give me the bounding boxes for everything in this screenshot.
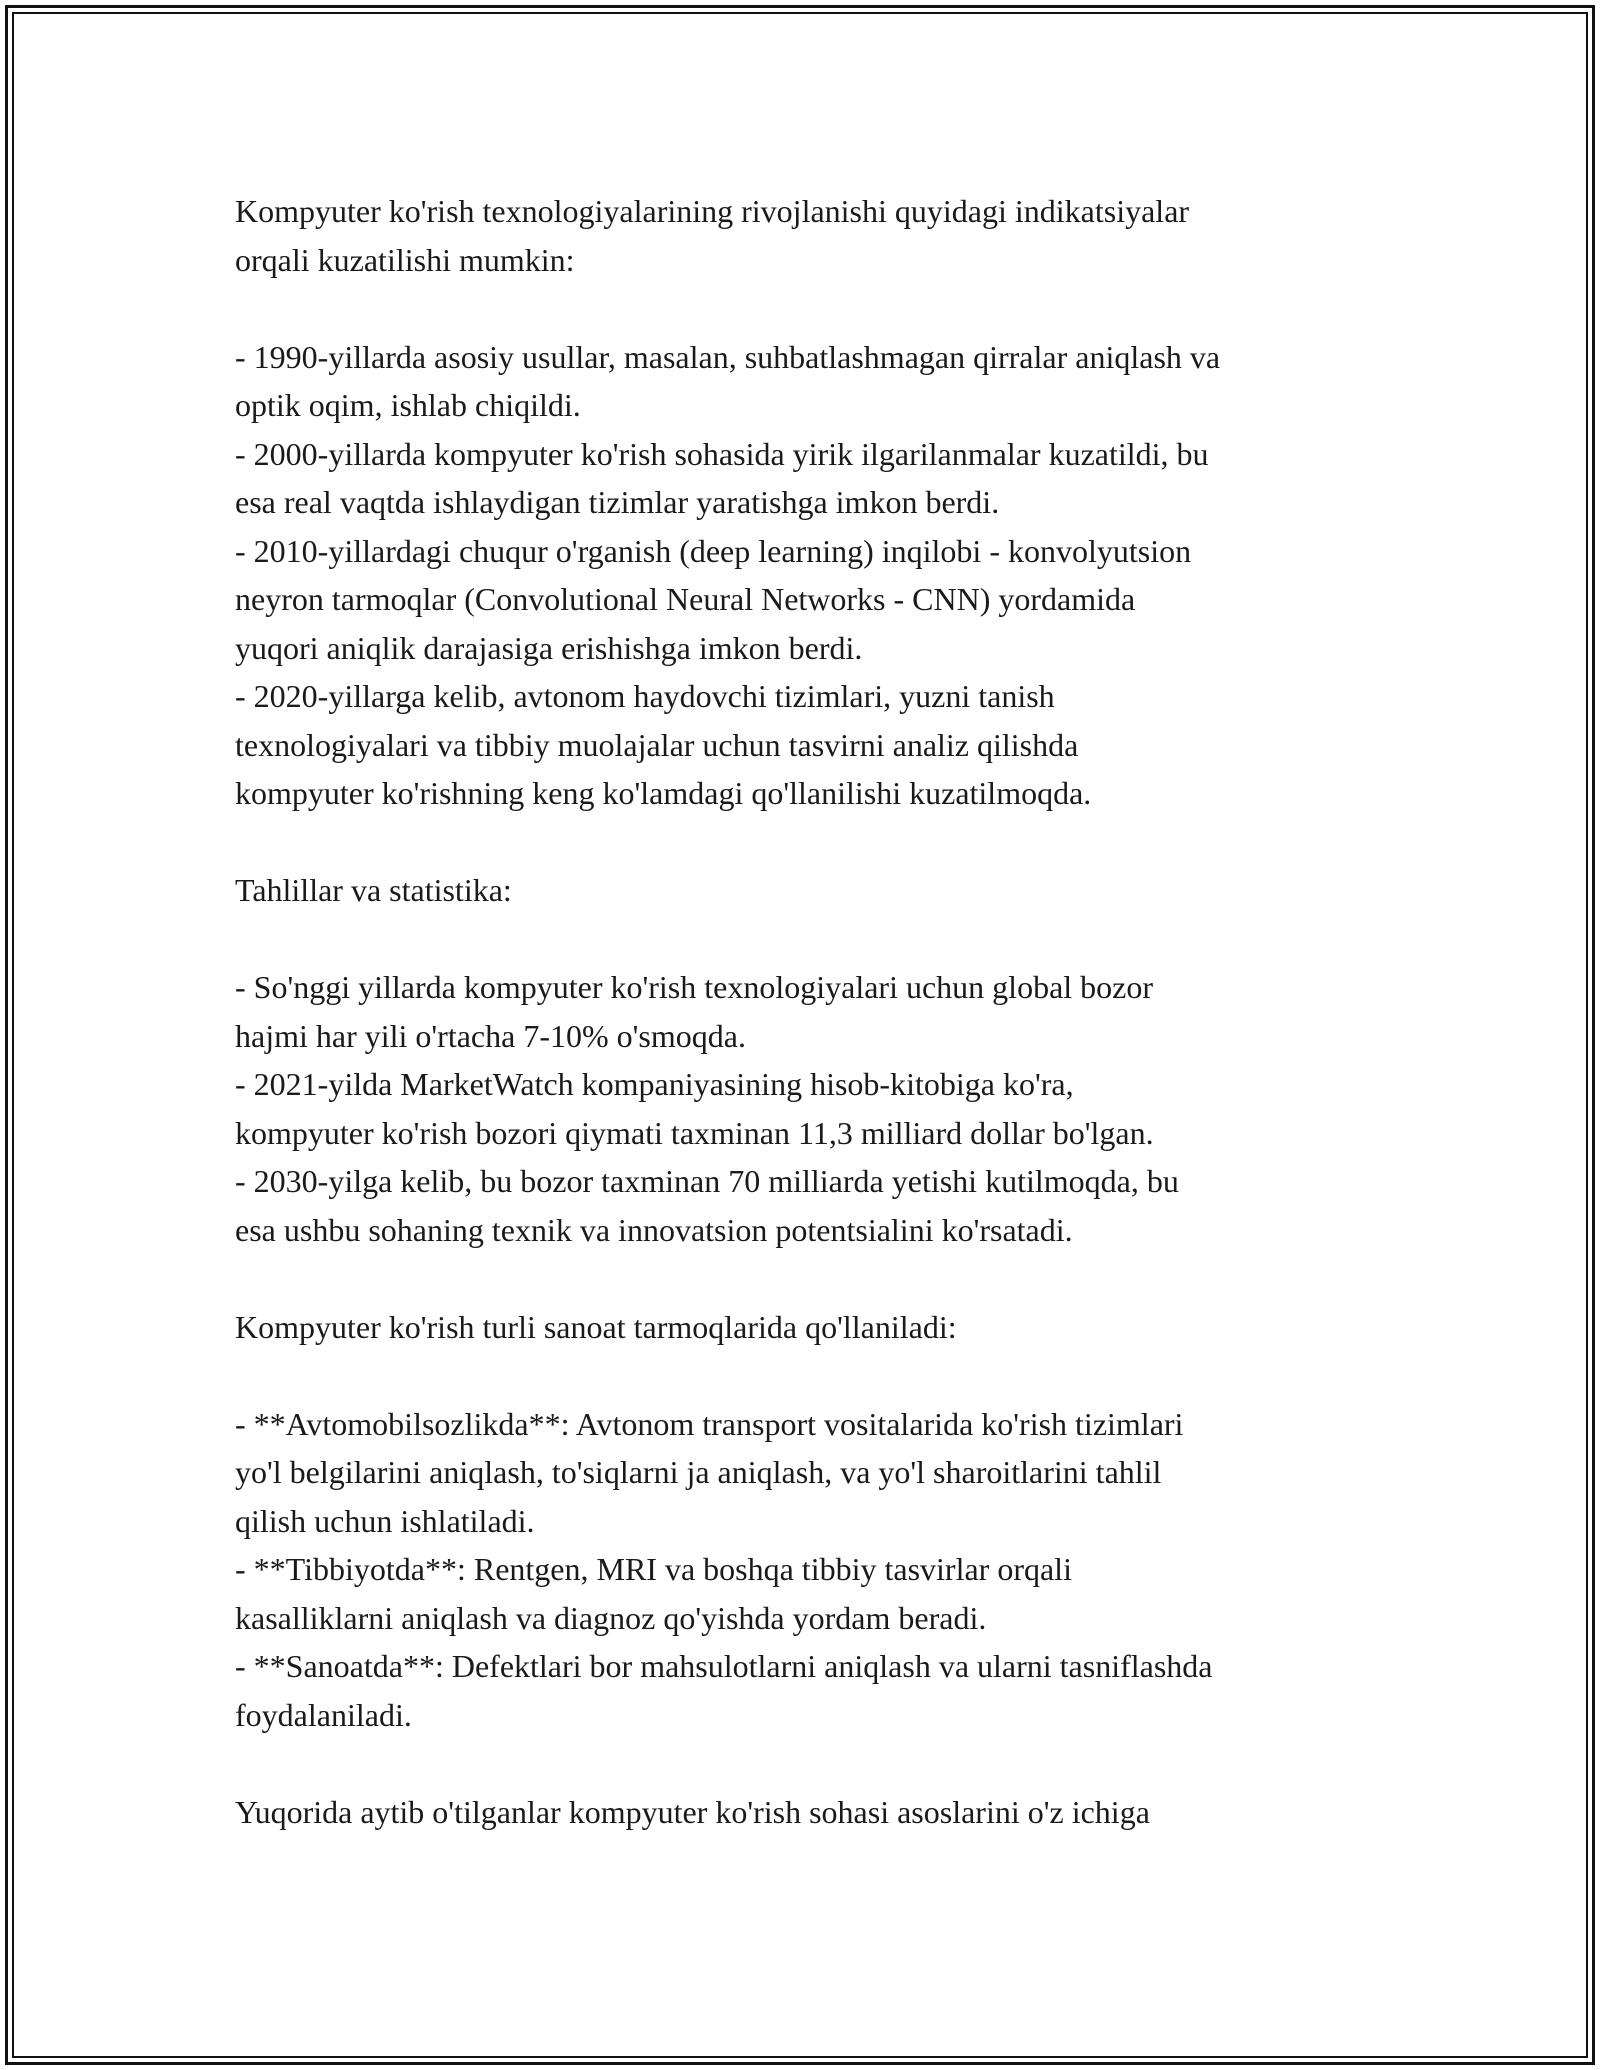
industry-automotive-line-1: - **Avtomobilsozlikda**: Avtonom transport vositalarida ko'rish tizimlari bbox=[235, 1405, 1184, 1442]
industry-manufacturing-line-1: - **Sanoatda**: Defektlari bor mahsulotlarni aniqlash va ularni tasniflashda bbox=[235, 1648, 1213, 1684]
timeline-2000-line-1: - 2000-yillarda kompyuter ko'rish sohasida yirik ilgarilanmalar kuzatildi, bu bbox=[235, 435, 1209, 472]
stat-2030-line-1: - 2030-yilga kelib, bu bozor taxminan 70 milliarda yetishi kutilmoqda, bu bbox=[235, 1163, 1179, 1199]
timeline-2010-line-3: yuqori aniqlik darajasiga erishishga imkon berdi. bbox=[235, 629, 863, 666]
industry-medical-line-1: - **Tibbiyotda**: Rentgen, MRI va boshqa tibbiy tasvirlar orqali bbox=[235, 1551, 1072, 1587]
stat-growth-line-1: - So'nggi yillarda kompyuter ko'rish texnologiyalari uchun global bozor bbox=[235, 969, 1154, 1005]
paragraph-gap bbox=[235, 1739, 1395, 1788]
paragraph-gap bbox=[235, 284, 1395, 333]
stat-growth-line-2: hajmi har yili o'rtacha 7-10% o'smoqda. bbox=[235, 1017, 746, 1054]
stat-2030-line-2: esa ushbu sohaning texnik va innovatsion potentsialini ko'rsatadi. bbox=[235, 1211, 1073, 1248]
paragraph-gap bbox=[235, 915, 1395, 964]
industry-medical-line-2: kasalliklarni aniqlash va diagnoz qo'yishda yordam beradi. bbox=[235, 1599, 987, 1636]
industries-heading: Kompyuter ko'rish turli sanoat tarmoqlarida qo'llaniladi: bbox=[235, 1308, 957, 1345]
stat-2021-line-1: - 2021-yilda MarketWatch kompaniyasining hisob-kitobiga ko'ra, bbox=[235, 1066, 1074, 1102]
paragraph-gap bbox=[235, 818, 1395, 867]
industry-automotive-line-2: yo'l belgilarini aniqlash, to'siqlarni ja aniqlash, va yo'l sharoitlarini tahlil bbox=[235, 1454, 1162, 1490]
industry-automotive-line-3: qilish uchun ishlatiladi. bbox=[235, 1502, 535, 1539]
paragraph-gap bbox=[235, 1254, 1395, 1303]
timeline-1990-line-2: optik oqim, ishlab chiqildi. bbox=[235, 387, 581, 423]
timeline-2020-line-3: kompyuter ko'rishning keng ko'lamdagi qo'llanilishi kuzatilmoqda. bbox=[235, 775, 1092, 811]
document-body bbox=[235, 187, 1395, 1836]
timeline-1990-line-1: - 1990-yillarda asosiy usullar, masalan, suhbatlashmagan qirralar aniqlash va bbox=[235, 338, 1221, 375]
stat-2021-line-2: kompyuter ko'rish bozori qiymati taxminan 11,3 milliard dollar bo'lgan. bbox=[235, 1114, 1154, 1151]
intro-line-1: Kompyuter ko'rish texnologiyalarining rivojlanishi quyidagi indikatsiyalar bbox=[235, 193, 1190, 229]
industry-manufacturing-line-2: foydalaniladi. bbox=[235, 1696, 412, 1733]
timeline-2010-line-1: - 2010-yillardagi chuqur o'rganish (deep learning) inqilobi - konvolyutsion bbox=[235, 532, 1192, 569]
timeline-2020-line-2: texnologiyalari va tibbiy muolajalar uchun tasvirni analiz qilishda bbox=[235, 726, 1079, 763]
timeline-2000-line-2: esa real vaqtda ishlaydigan tizimlar yaratishga imkon berdi. bbox=[235, 484, 1000, 520]
timeline-2010-line-2: neyron tarmoqlar (Convolutional Neural Networks - CNN) yordamida bbox=[235, 581, 1136, 617]
paragraph-gap bbox=[235, 1351, 1395, 1400]
intro-line-2: orqali kuzatilishi mumkin: bbox=[235, 241, 575, 278]
conclusion-line-1: Yuqorida aytib o'tilganlar kompyuter ko'rish sohasi asoslarini o'z ichiga bbox=[235, 1793, 1150, 1830]
timeline-2020-line-1: - 2020-yillarga kelib, avtonom haydovchi tizimlari, yuzni tanish bbox=[235, 678, 1055, 714]
statistics-heading: Tahlillar va statistika: bbox=[235, 872, 512, 908]
